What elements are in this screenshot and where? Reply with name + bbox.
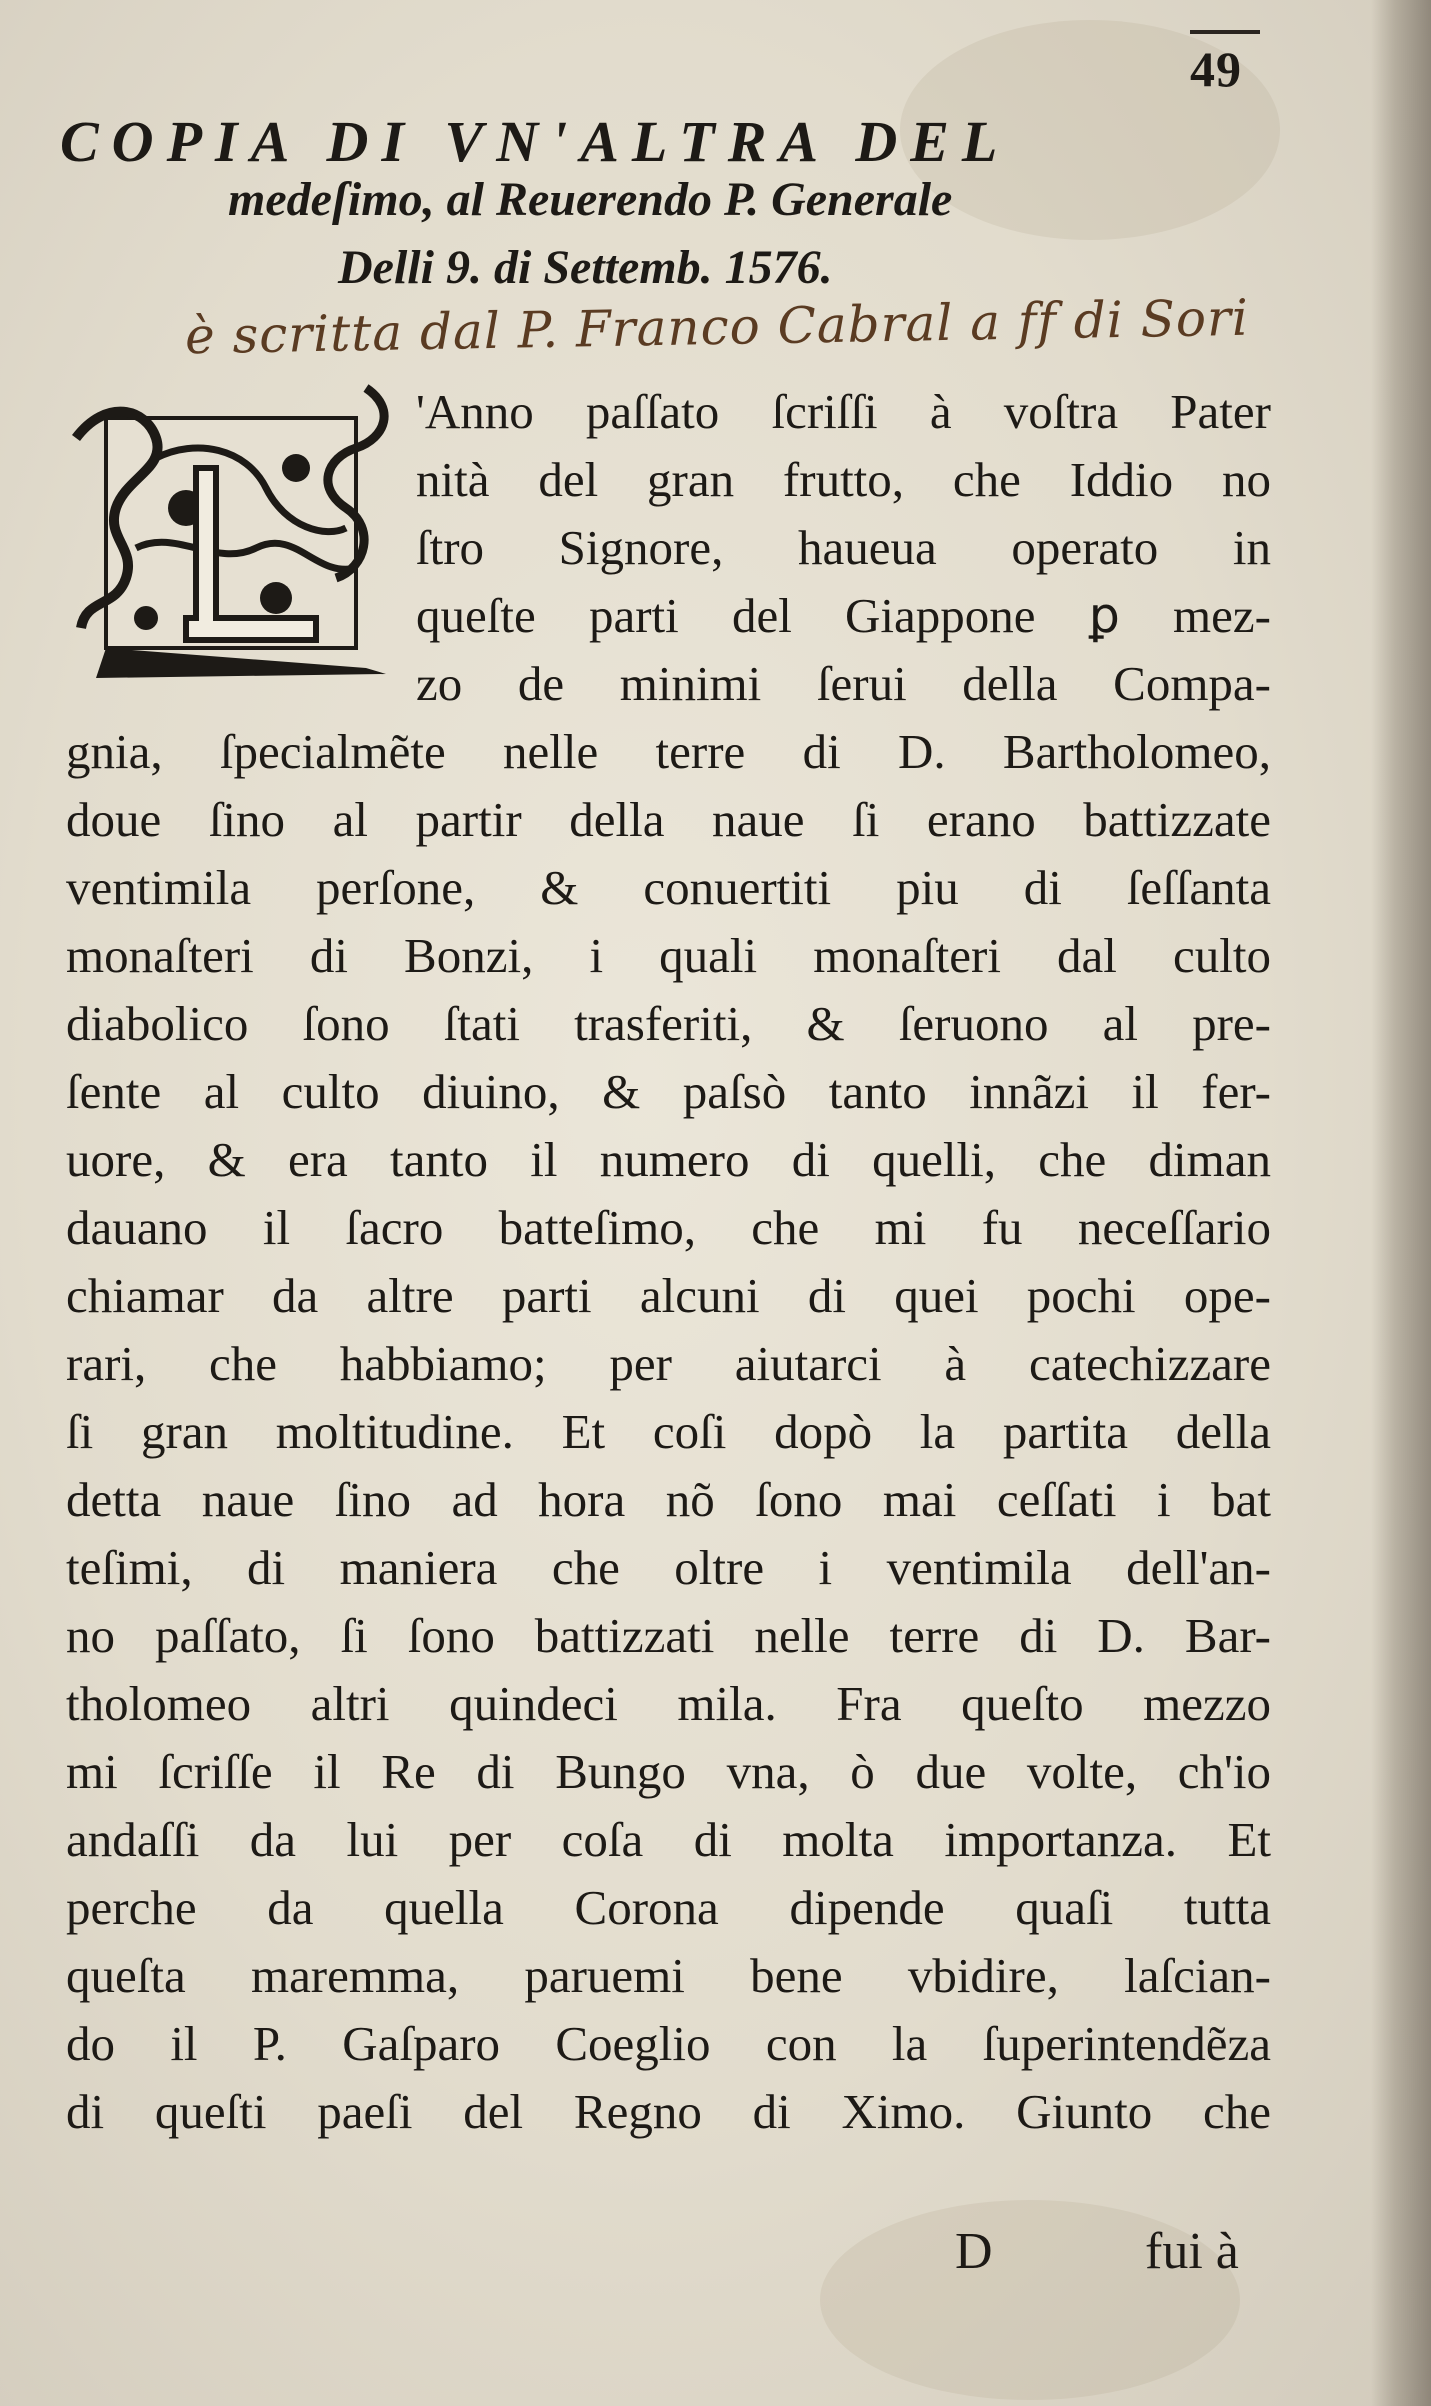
text-line: andaſſi da lui per coſa di molta importanza. Et bbox=[66, 1812, 1271, 1867]
text-line: do il P. Gaſparo Coeglio con la ſuperintendẽza bbox=[66, 2016, 1271, 2071]
decorated-initial-letter bbox=[66, 378, 402, 686]
text-line: nità del gran frutto, che Iddio no bbox=[416, 452, 1271, 507]
text-line: monaſteri di Bonzi, i quali monaſteri dal culto bbox=[66, 928, 1271, 983]
text-line: queſta maremma, paruemi bene vbidire, laſcian- bbox=[66, 1948, 1271, 2003]
text-line: queſte parti del Giappone ꝑ mez- bbox=[416, 588, 1271, 643]
catchword: fui à bbox=[1145, 2223, 1239, 2280]
text-line: doue ſino al partir della naue ſi erano battizzate bbox=[66, 792, 1271, 847]
text-line: rari, che habbiamo; per aiutarci à catechizzare bbox=[66, 1336, 1271, 1391]
text-line: detta naue ſino ad hora nõ ſono mai ceſſati i bat bbox=[66, 1472, 1271, 1527]
text-line: dauano il ſacro batteſimo, che mi fu neceſſario bbox=[66, 1200, 1271, 1255]
text-line: ventimila perſone, & conuertiti piu di ſeſſanta bbox=[66, 860, 1271, 915]
signature-mark: D bbox=[955, 2223, 993, 2280]
text-line: zo de minimi ſerui della Compa- bbox=[416, 656, 1271, 711]
text-line: mi ſcriſſe il Re di Bungo vna, ò due volte, ch'io bbox=[66, 1744, 1271, 1799]
text-line: perche da quella Corona dipende quaſi tutta bbox=[66, 1880, 1271, 1935]
page-number: 49 bbox=[1190, 41, 1242, 97]
page-gutter-shadow bbox=[1371, 0, 1431, 2406]
text-line: diabolico ſono ſtati trasferiti, & ſeruono al pre- bbox=[66, 996, 1271, 1051]
letter-dateline: Delli 9. di Settemb. 1576. bbox=[338, 241, 833, 294]
text-line: chiamar da altre parti alcuni di quei pochi ope- bbox=[66, 1268, 1271, 1323]
text-line: no paſſato, ſi ſono battizzati nelle terre di D. Bar- bbox=[66, 1608, 1271, 1663]
page-number-rule bbox=[1190, 30, 1260, 34]
text-line: gnia, ſpecialmẽte nelle terre di D. Bartholomeo, bbox=[66, 724, 1271, 779]
letter-subtitle: medeſimo, al Reuerendo P. Generale bbox=[228, 173, 953, 226]
handwritten-annotation: è scritta dal P. Franco Cabral a ff di Sori bbox=[184, 288, 1250, 366]
text-line: ſi gran moltitudine. Et coſi dopò la partita della bbox=[66, 1404, 1271, 1459]
letter-title: COPIA DI VN'ALTRA DEL bbox=[60, 109, 1011, 174]
text-line: ſente al culto diuino, & paſsò tanto innãzi il fer- bbox=[66, 1064, 1271, 1119]
text-line: teſimi, di maniera che oltre i ventimila dell'an- bbox=[66, 1540, 1271, 1595]
text-line: uore, & era tanto il numero di quelli, che diman bbox=[66, 1132, 1271, 1187]
initial-letter-glyph: L bbox=[66, 378, 67, 379]
text-line: ſtro Signore, haueua operato in bbox=[416, 520, 1271, 575]
text-line: di queſti paeſi del Regno di Ximo. Giunto che bbox=[66, 2084, 1271, 2139]
text-line: 'Anno paſſato ſcriſſi à voſtra Pater bbox=[416, 384, 1271, 439]
text-line: tholomeo altri quindeci mila. Fra queſto mezzo bbox=[66, 1676, 1271, 1731]
